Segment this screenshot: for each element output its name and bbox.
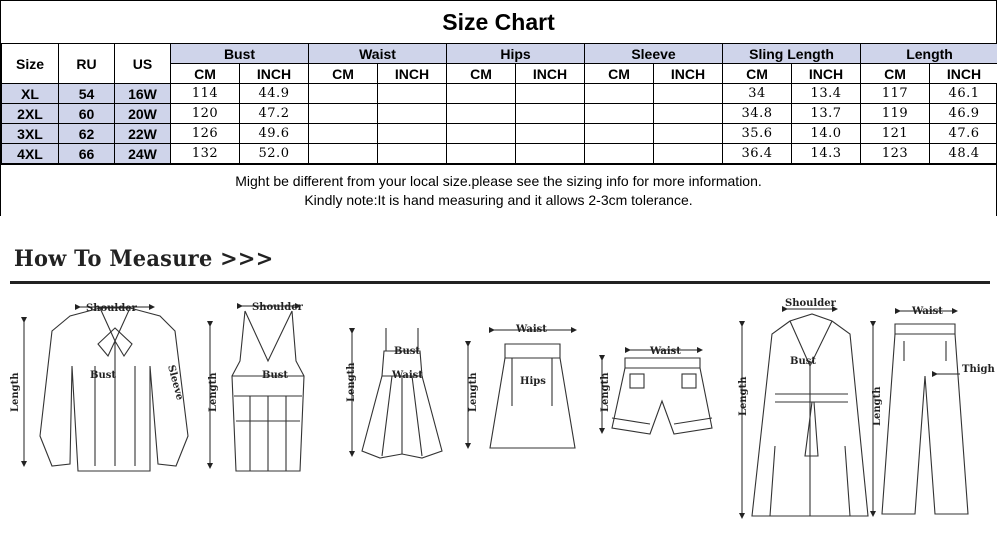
label-waist-3: Waist [392,370,423,381]
label-length-1: Length [10,372,21,412]
unit-header: CM [309,64,378,84]
label-length-6: Length [738,376,749,416]
cell-value: 34.8 [723,104,792,124]
header-bust: Bust [171,44,309,64]
cell-value [378,104,447,124]
cell-value [447,84,516,104]
header-length: Length [861,44,997,64]
cell-us: 22W [115,124,171,144]
unit-header: CM [585,64,654,84]
cell-value: 35.6 [723,124,792,144]
table-row [2,144,997,164]
cell-size: 3XL [2,124,59,144]
label-shoulder-1: Shoulder [86,303,137,314]
blouse-figure [40,308,188,471]
cell-value [654,84,723,104]
cell-value [309,144,378,164]
cell-value: 52.0 [240,144,309,164]
cell-value: 46.1 [930,84,997,104]
label-bust-1: Bust [90,370,116,381]
cell-value: 121 [861,124,930,144]
cell-value [378,84,447,104]
label-waist-7: Waist [912,306,943,317]
cell-value [585,84,654,104]
cell-ru: 54 [59,84,115,104]
cell-value: 49.6 [240,124,309,144]
label-bust-2: Bust [262,370,288,381]
label-shoulder-2: Shoulder [252,302,303,313]
label-length-3: Length [346,362,357,402]
cell-value [516,104,585,124]
cell-us: 24W [115,144,171,164]
unit-header: INCH [240,64,309,84]
cell-value: 47.2 [240,104,309,124]
cell-value: 36.4 [723,144,792,164]
measurement-illustrations [0,216,997,536]
header-sleeve: Sleeve [585,44,723,64]
cell-value [378,124,447,144]
cell-value [585,124,654,144]
label-waist-4: Waist [516,324,547,335]
label-bust-3: Bust [394,346,420,357]
cell-value [585,104,654,124]
unit-header: CM [861,64,930,84]
label-bust-6: Bust [790,356,816,367]
label-shoulder-6: Shoulder [785,298,836,309]
header-size: Size [2,44,59,84]
label-length-5: Length [600,372,611,412]
cell-value [516,84,585,104]
label-thigh-7: Thigh [962,364,995,375]
header-us: US [115,44,171,84]
unit-header: CM [171,64,240,84]
label-sleeve-1: Sleeve [165,363,186,402]
unit-header: CM [447,64,516,84]
cell-value: 123 [861,144,930,164]
label-length-2: Length [208,372,219,412]
header-ru: RU [59,44,115,84]
cell-us: 20W [115,104,171,124]
cell-value: 114 [171,84,240,104]
size-chart-panel [0,0,997,217]
cell-value [585,144,654,164]
unit-header: CM [723,64,792,84]
table-row [2,84,997,104]
label-length-7: Length [872,386,883,426]
label-waist-5: Waist [650,346,681,357]
unit-header: INCH [516,64,585,84]
cell-value [654,144,723,164]
unit-header: INCH [930,64,997,84]
pants-figure [882,324,968,514]
cell-value [309,104,378,124]
label-length-4: Length [468,372,479,412]
cell-value: 120 [171,104,240,124]
cell-us: 16W [115,84,171,104]
cell-ru: 60 [59,104,115,124]
cell-value: 46.9 [930,104,997,124]
header-hips: Hips [447,44,585,64]
shorts-figure [612,358,712,434]
note-line-1: Might be different from your local size.please see the sizing info for more information. [235,173,762,189]
cell-value: 14.3 [792,144,861,164]
cell-value [516,124,585,144]
cell-ru: 62 [59,124,115,144]
cell-value [447,104,516,124]
coat-figure [752,314,868,516]
cell-value: 13.7 [792,104,861,124]
top-figure [232,311,304,471]
cell-value: 119 [861,104,930,124]
cell-value: 132 [171,144,240,164]
size-notes [1,164,996,217]
header-sling-length: Sling Length [723,44,861,64]
group-header-row [2,44,997,64]
cell-ru: 66 [59,144,115,164]
cell-value [378,144,447,164]
cell-value [447,124,516,144]
note-line-2: Kindly note:It is hand measuring and it allows 2-3cm tolerance. [304,192,693,208]
cell-value [654,124,723,144]
cell-value [654,104,723,124]
table-row [2,104,997,124]
unit-header: INCH [654,64,723,84]
cell-value: 34 [723,84,792,104]
cell-size: 4XL [2,144,59,164]
how-to-measure-title: How To Measure >>> [14,246,274,272]
unit-header: INCH [792,64,861,84]
header-waist: Waist [309,44,447,64]
how-to-measure-panel [0,216,997,536]
cell-value [309,84,378,104]
unit-header: INCH [378,64,447,84]
cell-value [516,144,585,164]
label-hips-4: Hips [520,376,546,387]
size-table [1,43,997,164]
cell-value [447,144,516,164]
cell-value: 14.0 [792,124,861,144]
table-row [2,124,997,144]
table-body [2,84,997,164]
skirt-figure [490,344,575,448]
cell-size: XL [2,84,59,104]
cell-value: 44.9 [240,84,309,104]
cell-value: 126 [171,124,240,144]
page-title: Size Chart [442,8,555,35]
cell-value: 48.4 [930,144,997,164]
cell-value: 13.4 [792,84,861,104]
cell-value: 117 [861,84,930,104]
cell-value [309,124,378,144]
cell-value: 47.6 [930,124,997,144]
cell-size: 2XL [2,104,59,124]
